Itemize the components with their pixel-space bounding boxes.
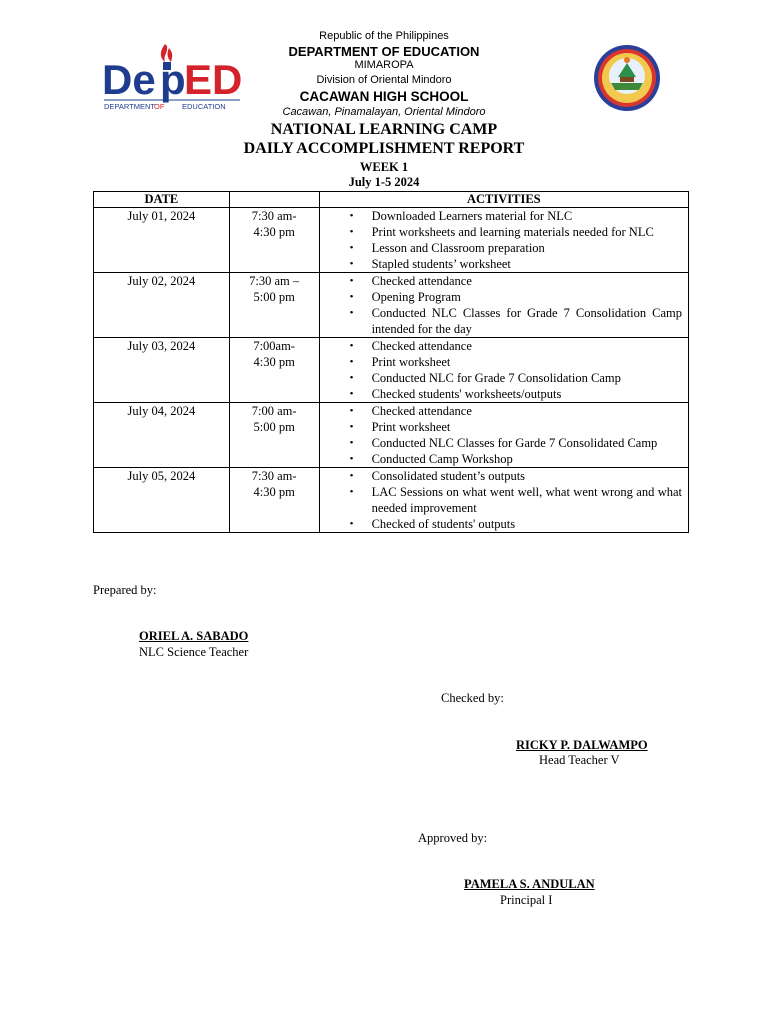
activity-text: Consolidated student’s outputs [371, 469, 526, 483]
bullet-icon: • [349, 242, 354, 254]
activities-list [320, 403, 688, 467]
activities-list [320, 208, 688, 272]
bullet-icon: • [349, 210, 354, 222]
report-title-line1: NATIONAL LEARNING CAMP [270, 121, 498, 138]
department-name: DEPARTMENT OF EDUCATION [288, 44, 480, 59]
header-time [229, 192, 319, 208]
activity-text: LAC Sessions on what went well, what went wrong and what needed improvement [371, 485, 682, 515]
report-title-line2: DAILY ACCOMPLISHMENT REPORT [243, 140, 525, 157]
activity-item [320, 386, 682, 402]
activity-text: Conducted Camp Workshop [371, 452, 513, 466]
activity-text: Checked attendance [371, 339, 472, 353]
activity-item [320, 256, 682, 272]
deped-sub-right: EDUCATION [182, 102, 226, 111]
row-activities [319, 468, 688, 533]
activity-item [320, 354, 682, 370]
activity-text: Print worksheet [371, 355, 451, 369]
activity-text: Conducted NLC Classes for Grade 7 Consolidation Camp intended for the day [371, 306, 682, 336]
row-activities [319, 273, 688, 338]
row-activities [319, 338, 688, 403]
bullet-icon: • [349, 258, 354, 270]
bullet-icon: • [349, 372, 354, 384]
school-name: CACAWAN HIGH SCHOOL [299, 89, 469, 104]
activity-item [320, 224, 682, 240]
row-date: July 05, 2024 [94, 468, 230, 533]
row-date: July 01, 2024 [94, 208, 230, 273]
activity-text: Print worksheet [371, 420, 451, 434]
deped-wordmark-right: ED [184, 56, 242, 103]
activity-item [320, 468, 682, 484]
row-time: 7:30 am- 4:30 pm [229, 208, 319, 273]
checked-by-name: RICKY P. DALWAMPO [516, 738, 648, 752]
activity-text: Checked students' worksheets/outputs [371, 387, 562, 401]
svg-text:p: p [160, 56, 186, 103]
bullet-icon: • [349, 421, 354, 433]
bullet-icon: • [349, 437, 354, 449]
activity-item [320, 273, 682, 289]
row-activities [319, 403, 688, 468]
activity-text: Stapled students’ worksheet [371, 257, 511, 271]
region-name: MIMAROPA [354, 59, 414, 71]
bullet-icon: • [349, 275, 354, 287]
approved-by-label: Approved by: [418, 831, 488, 845]
row-date: July 02, 2024 [94, 273, 230, 338]
bullet-icon: • [349, 518, 354, 530]
table-row [94, 403, 689, 468]
activity-item [320, 484, 682, 516]
header-activities: ACTIVITIES [319, 192, 688, 208]
bullet-icon: • [349, 340, 354, 352]
republic-line: Republic of the Philippines [319, 30, 449, 42]
row-time: 7:30 am – 5:00 pm [229, 273, 319, 338]
activity-item [320, 370, 682, 386]
row-date: July 04, 2024 [94, 403, 230, 468]
activity-text: Checked attendance [371, 404, 472, 418]
row-time: 7:00 am- 5:00 pm [229, 403, 319, 468]
activity-item [320, 403, 682, 419]
activity-item [320, 305, 682, 337]
checked-by-label: Checked by: [441, 691, 504, 705]
accomplishment-table [93, 191, 689, 533]
school-address: Cacawan, Pinamalayan, Oriental Mindoro [282, 106, 486, 118]
deped-sub-left: DEPARTMENT [104, 102, 155, 111]
activity-text: Downloaded Learners material for NLC [371, 209, 573, 223]
activity-text: Checked attendance [371, 274, 472, 288]
activity-item [320, 208, 682, 224]
activity-item [320, 289, 682, 305]
bullet-icon: • [349, 470, 354, 482]
bullet-icon: • [349, 356, 354, 368]
bullet-icon: • [349, 453, 354, 465]
activities-list [320, 338, 688, 402]
table-row [94, 468, 689, 533]
table-row [94, 338, 689, 403]
bullet-icon: • [349, 388, 354, 400]
bullet-icon: • [349, 486, 354, 498]
activities-list [320, 468, 688, 532]
bullet-icon: • [349, 291, 354, 303]
division-name: Division of Oriental Mindoro [316, 74, 452, 86]
table-header-row [94, 192, 689, 208]
prepared-by-name: ORIEL A. SABADO [139, 629, 249, 643]
approved-by-name: PAMELA S. ANDULAN [464, 877, 595, 891]
deped-wordmark-left: De [102, 56, 156, 103]
bullet-icon: • [349, 307, 354, 319]
activity-text: Print worksheets and learning materials needed for NLC [371, 225, 654, 239]
table-row [94, 208, 689, 273]
row-time: 7:00am- 4:30 pm [229, 338, 319, 403]
prepared-by-label: Prepared by: [93, 583, 157, 597]
activity-text: Conducted NLC Classes for Garde 7 Consolidated Camp [371, 436, 658, 450]
activity-item [320, 240, 682, 256]
table-body [94, 208, 689, 533]
activity-text: Conducted NLC for Grade 7 Consolidation Camp [371, 371, 621, 385]
approved-by-title: Principal I [500, 893, 553, 907]
report-date-range: July 1-5 2024 [348, 175, 420, 189]
activity-item [320, 338, 682, 354]
checked-by-title: Head Teacher V [539, 753, 620, 767]
activity-item [320, 419, 682, 435]
row-date: July 03, 2024 [94, 338, 230, 403]
activity-item [320, 516, 682, 532]
activity-item [320, 435, 682, 451]
deped-sub-mid: OF [154, 102, 165, 111]
activity-text: Opening Program [371, 290, 461, 304]
header-date: DATE [94, 192, 230, 208]
prepared-by-title: NLC Science Teacher [139, 645, 249, 659]
row-activities [319, 208, 688, 273]
activities-list [320, 273, 688, 337]
row-time: 7:30 am- 4:30 pm [229, 468, 319, 533]
bullet-icon: • [349, 405, 354, 417]
activity-item [320, 451, 682, 467]
activity-text: Checked of students' outputs [371, 517, 516, 531]
report-week: WEEK 1 [359, 160, 409, 174]
activity-text: Lesson and Classroom preparation [371, 241, 545, 255]
bullet-icon: • [349, 226, 354, 238]
table-row [94, 273, 689, 338]
